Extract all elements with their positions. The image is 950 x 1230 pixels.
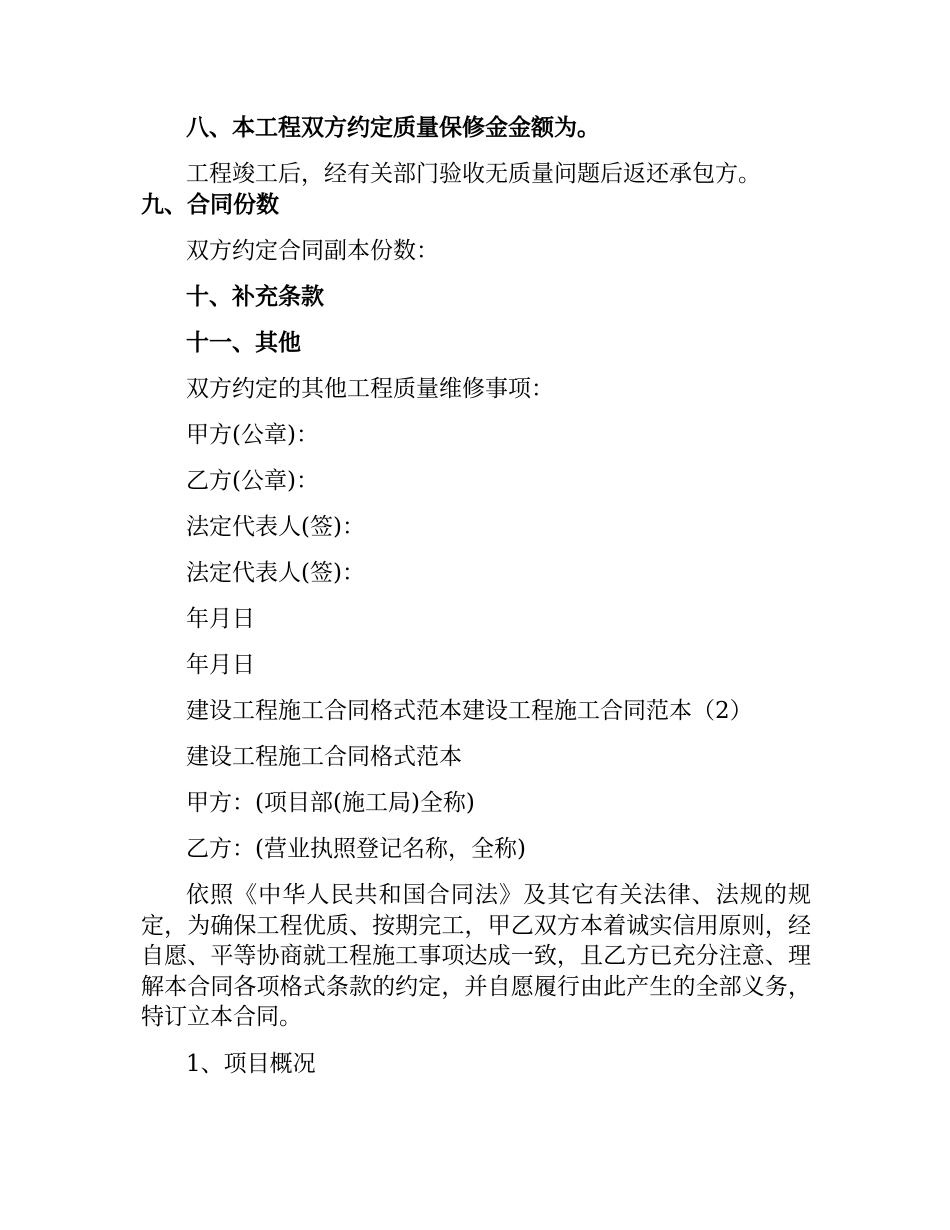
legal-representative-a: 法定代表人(签)： (186, 514, 365, 540)
date-line-b: 年月日 (186, 652, 255, 678)
section-heading-10: 十、补充条款 (186, 283, 324, 310)
section-project-overview: 1、项目概况 (186, 1051, 316, 1077)
party-a-name: 甲方：(项目部(施工局)全称) (186, 790, 475, 816)
preamble-paragraph: 依照《中华人民共和国合同法》及其它有关法律、法规的规定，为确保工程优质、按期完工，甲乙双方本着诚实信用原则，经自愿、平等协商就工程施工事项达成一致，且乙方已充分注意、理解本合同各项格式条款的约定，并自愿履行由此产生的全部义务，特订立本合同。 (141, 882, 811, 1030)
date-line-a: 年月日 (186, 606, 255, 632)
text-line: 工程竣工后，经有关部门验收无质量问题后返还承包方。 (186, 161, 761, 187)
party-b-seal: 乙方(公章)： (186, 468, 319, 494)
party-a-seal: 甲方(公章)： (186, 422, 319, 448)
text-line: 双方约定的其他工程质量维修事项： (186, 376, 554, 402)
party-b-name: 乙方：(营业执照登记名称，全称) (186, 836, 526, 862)
document-subtitle: 建设工程施工合同格式范本 (186, 744, 462, 770)
section-heading-11: 十一、其他 (186, 329, 301, 356)
document-title: 建设工程施工合同格式范本建设工程施工合同范本（2） (186, 698, 753, 724)
section-heading-9: 九、合同份数 (141, 191, 279, 218)
text-line: 双方约定合同副本份数： (186, 238, 439, 264)
section-heading-8: 八、本工程双方约定质量保修金金额为。 (186, 114, 600, 141)
legal-representative-b: 法定代表人(签)： (186, 560, 365, 586)
